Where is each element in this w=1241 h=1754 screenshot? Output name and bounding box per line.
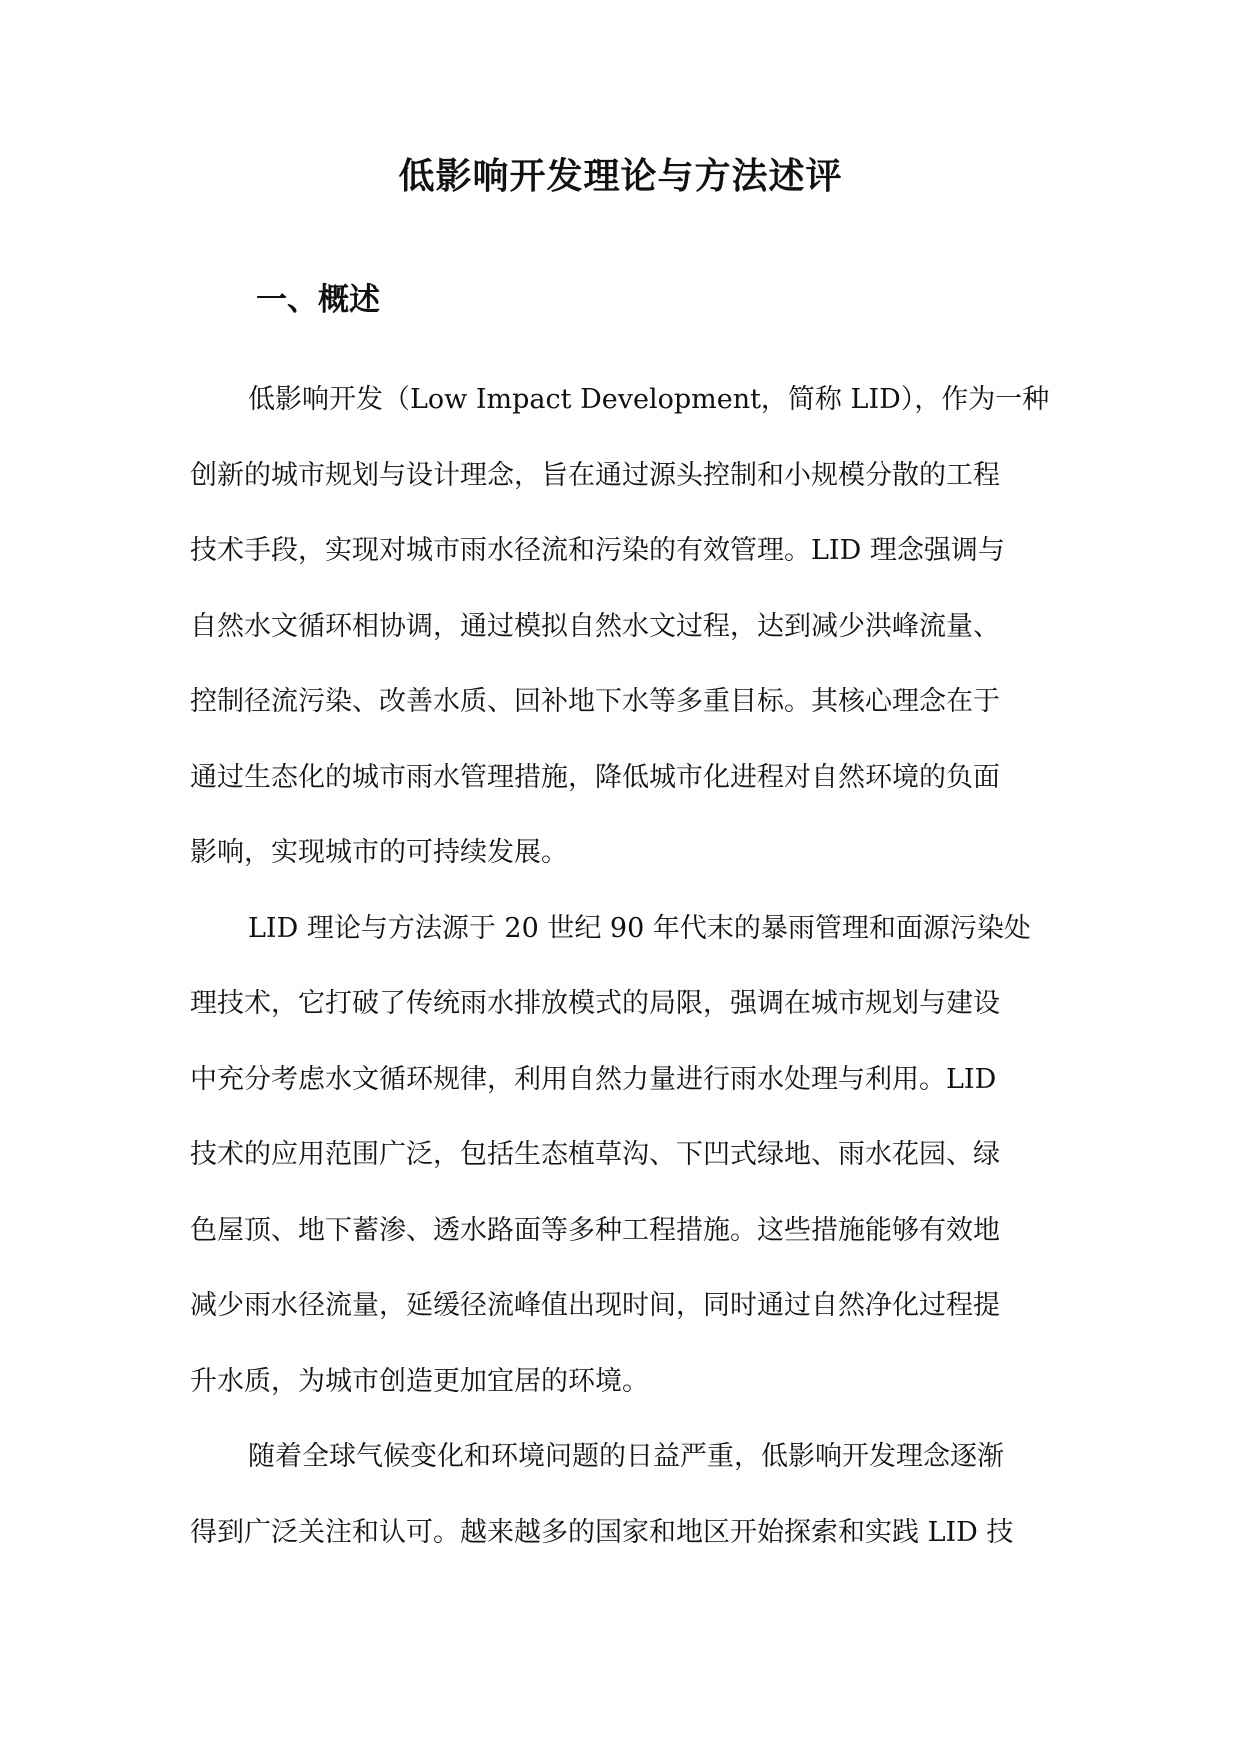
paragraph-line: 理技术，它打破了传统雨水排放模式的局限，强调在城市规划与建设 — [190, 988, 1000, 1019]
paragraph-2 — [190, 891, 1060, 1420]
paragraph-line: 中充分考虑水文循环规律，利用自然力量进行雨水处理与利用。LID — [190, 1063, 997, 1095]
document-title: 低影响开发理论与方法述评 — [398, 155, 843, 197]
paragraph-line: 技术手段，实现对城市雨水径流和污染的有效管理。LID 理念强调与 — [190, 535, 1005, 566]
paragraph-line: 影响，实现城市的可持续发展。 — [190, 837, 568, 868]
paragraph-line: 升水质，为城市创造更加宜居的环境。 — [190, 1365, 649, 1397]
paragraph-line: 通过生态化的城市雨水管理措施，降低城市化进程对自然环境的负面 — [190, 761, 1000, 793]
paragraph-line: 减少雨水径流量，延缓径流峰值出现时间，同时通过自然净化过程提 — [190, 1290, 1000, 1321]
paragraph-line: 得到广泛关注和认可。越来越多的国家和地区开始探索和实践 LID 技 — [190, 1516, 1014, 1548]
paragraph-3 — [190, 1419, 1060, 1570]
section-heading: 一、概述 — [256, 282, 380, 318]
paragraph-line: 色屋顶、地下蓄渗、透水路面等多种工程措施。这些措施能够有效地 — [190, 1214, 1000, 1246]
paragraph-line: 控制径流污染、改善水质、回补地下水等多重目标。其核心理念在于 — [190, 686, 1000, 717]
paragraph-line: 低影响开发（Low Impact Development，简称 LID），作为一种 — [248, 384, 1050, 415]
document-body — [190, 362, 1060, 1570]
paragraph-line: LID 理论与方法源于 20 世纪 90 年代末的暴雨管理和面源污染处 — [248, 912, 1031, 944]
paragraph-line: 自然水文循环相协调，通过模拟自然水文过程，达到减少洪峰流量、 — [190, 610, 1000, 642]
paragraph-line: 随着全球气候变化和环境问题的日益严重，低影响开发理念逐渐 — [248, 1441, 1004, 1472]
paragraph-1 — [190, 362, 1060, 891]
paragraph-line: 创新的城市规划与设计理念，旨在通过源头控制和小规模分散的工程 — [190, 459, 1000, 491]
paragraph-line: 技术的应用范围广泛，包括生态植草沟、下凹式绿地、雨水花园、绿 — [190, 1139, 1000, 1170]
